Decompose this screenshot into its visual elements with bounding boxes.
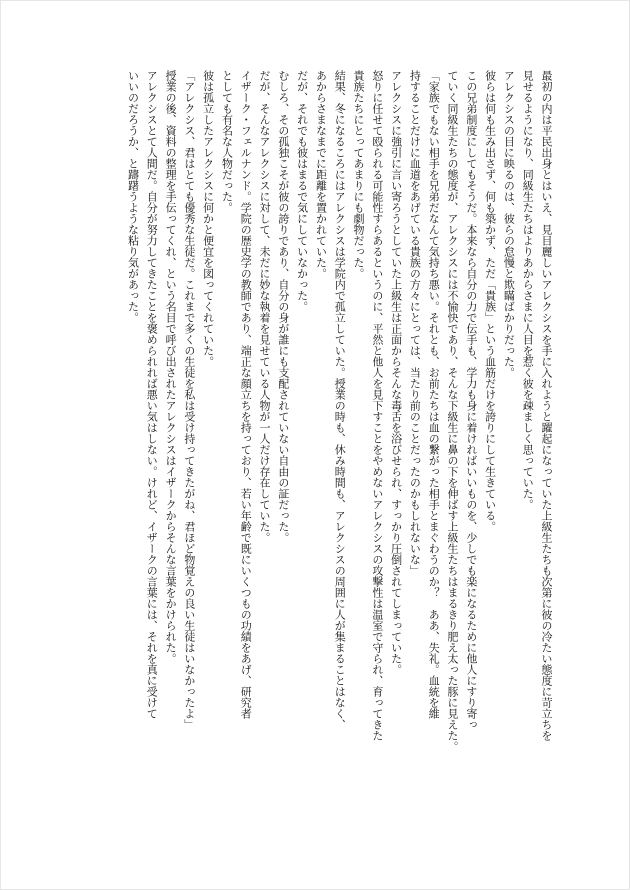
text-line: アレクシスとて人間だ。自分が努力してきたことを褒められれば悪い気はしない。けれど、イザークの言葉には、それを真に受けて <box>145 70 159 719</box>
text-line: 彼は孤立したアレクシスに何かと便宜を図ってくれていた。 <box>201 70 215 367</box>
text-line: としても有名な人物だった。 <box>220 70 234 213</box>
text-line: 持することだけに血道をあげている貴族の方々にとっては、当たり前のことだったのかもしれないな」 <box>408 70 422 576</box>
text-line: いいのだろうか、と躊躇うような粘り気があった。 <box>126 70 140 323</box>
text-line: だが、そんなアレクシスに対して、未だに妙な執着を見せている人物が一人だけ存在していた。 <box>258 70 272 543</box>
text-line: アレクシスの目に映るのは、彼らの怠慢と欺瞞ばかりだった。 <box>502 70 516 378</box>
text-line: イザーク・フェルナンド。学院の歴史学の教師であり、端正な顔立ちを持っており、若い年齢で既にいくつもの功績をあげ、研究者 <box>239 70 253 719</box>
text-line: あからさまなまでに距離を置かれていた。 <box>314 70 328 279</box>
text-line: この兄弟制度にしてもそうだ。本来なら自分の力で伝手も、学力も身に着ければいいものを、少しでも楽になるために他人にすり寄っ <box>464 70 478 730</box>
text-line: 結果、冬になるころにはアレクシスは学院内で孤立していた。授業の時も、休み時間も、アレクシスの周囲に人が集まることはなく、 <box>333 70 347 730</box>
text-line: アレクシスに強引に言い寄ろうとしていた上級生は正面からそんな毒舌を浴びせられ、すっかり圧倒されてしまっていた。 <box>389 70 403 675</box>
text-line: 「家族でもない相手を兄弟だなんて気持ち悪い。それとも、お前たちは血の繋がった相手とまぐわうのか？ ああ、失礼。血統を維 <box>427 70 441 719</box>
text-line: 最初の内は平民出身とはいえ、見目麗しいアレクシスを手に入れようと躍起になっていた上級生たちも次第に彼の冷たい態度に苛立ちを <box>540 70 553 741</box>
text-line: だが、それでも彼はまるで気にしていなかった。 <box>295 70 309 312</box>
text-line: 怒りに任せて殴られる可能性すらあるというのに、平然と他人を見下すことをやめないアレクシスの攻撃性は温室で守られ、育ってきた <box>370 70 384 741</box>
text-line: 見せるようになり、同級生たちはよりあからさまに人目を惹く彼を疎ましく思っていた。 <box>521 70 535 510</box>
text-line: 「アレクシス、君はとても優秀な生徒だ。これまで多くの生徒を私は受け持ってきたがね、君ほど物覚えの良い生徒はいなかったよ」 <box>182 70 196 730</box>
text-line: 彼らは何も生み出さず、何も築かず、ただ「貴族」という血筋だけを誇りにして生きている。 <box>483 70 497 532</box>
text-line: 授業の後、資料の整理を手伝ってくれ、という名目で呼び出されたアレクシスはイザークからそんな言葉をかけられた。 <box>164 70 178 664</box>
text-line: ていく同級生たちの態度が、アレクシスには不愉快であり、そんな下級生に鼻の下を伸ばす上級生たちはまるきり肥え太った豚に見えた。 <box>446 70 460 752</box>
text-line: むしろ、その孤独こそが彼の誇りであり、自分の身が誰にも支配されていない自由の証だった。 <box>276 70 290 543</box>
vertical-text-body <box>75 70 555 830</box>
text-line: 貴族たちにとってあまりにも劇物だった。 <box>352 70 366 279</box>
